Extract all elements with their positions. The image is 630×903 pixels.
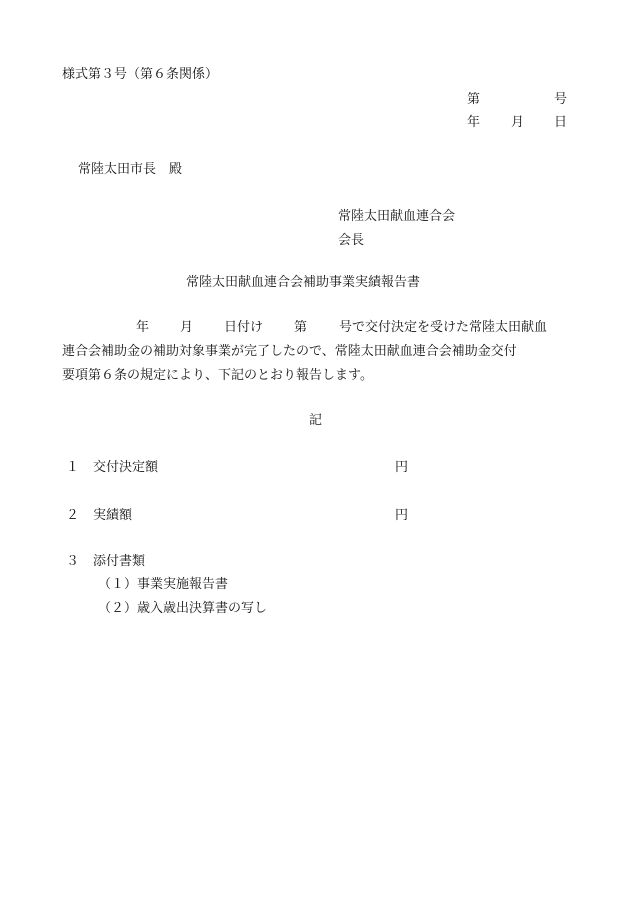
item-2-number: ２ bbox=[66, 508, 80, 523]
item-1-number: １ bbox=[66, 460, 80, 475]
item-1-label: 交付決定額 bbox=[93, 460, 159, 475]
date-year: 年 bbox=[467, 115, 481, 130]
ki-marker: 記 bbox=[309, 413, 323, 428]
attachment-2: （２）歳入歳出決算書の写し bbox=[98, 601, 268, 616]
doc-number-prefix: 第 bbox=[467, 92, 481, 107]
date-month: 月 bbox=[511, 115, 525, 130]
item-2-unit: 円 bbox=[395, 508, 409, 523]
body-day-dated: 日付け bbox=[224, 320, 264, 335]
body-line3: 要項第６条の規定により、下記のとおり報告します。 bbox=[62, 368, 373, 383]
doc-number-suffix: 号 bbox=[554, 92, 568, 107]
item-3-label: 添付書類 bbox=[93, 554, 146, 569]
body-line2: 連合会補助金の補助対象事業が完了したので、常陸太田献血連合会補助金交付 bbox=[62, 344, 517, 359]
body-line1-text: 号で交付決定を受けた常陸太田献血 bbox=[339, 320, 548, 335]
addressee: 常陸太田市長 殿 bbox=[78, 162, 183, 177]
sender-organization: 常陸太田献血連合会 bbox=[338, 209, 456, 224]
item-3-number: ３ bbox=[66, 554, 80, 569]
body-no-prefix: 第 bbox=[294, 320, 308, 335]
body-month: 月 bbox=[180, 320, 194, 335]
body-year: 年 bbox=[136, 320, 150, 335]
attachment-1: （１）事業実施報告書 bbox=[98, 577, 229, 592]
item-2-label: 実績額 bbox=[93, 508, 133, 523]
document-title: 常陸太田献血連合会補助事業実績報告書 bbox=[186, 275, 421, 290]
date-day: 日 bbox=[554, 115, 568, 130]
sender-title: 会長 bbox=[338, 233, 365, 248]
item-1-unit: 円 bbox=[395, 460, 409, 475]
form-number: 様式第３号（第６条関係） bbox=[62, 67, 219, 82]
